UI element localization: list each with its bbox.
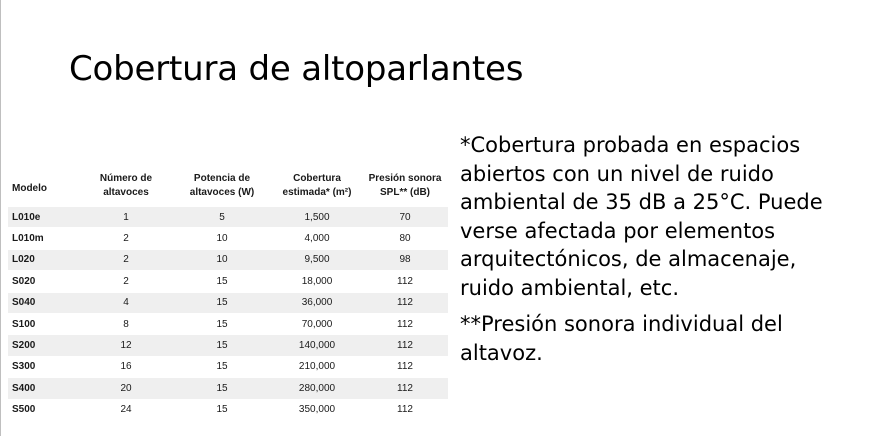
table-row	[8, 207, 448, 228]
cell-power: 10	[172, 228, 272, 249]
cell-spl: 112	[362, 335, 448, 356]
slide-left-border	[0, 0, 1, 436]
cell-spl: 80	[362, 228, 448, 249]
header-line: Número de	[99, 173, 153, 184]
header-modelo	[8, 165, 80, 207]
footnotes	[460, 131, 852, 367]
cell-coverage: 18,000	[272, 271, 362, 292]
cell-coverage: 140,000	[272, 335, 362, 356]
cell-speakers: 4	[80, 292, 172, 313]
table-row	[8, 292, 448, 313]
cell-model: S040	[8, 292, 80, 313]
table-row	[8, 399, 448, 420]
cell-speakers: 24	[80, 399, 172, 420]
cell-power: 15	[172, 356, 272, 377]
cell-power: 5	[172, 207, 272, 228]
cell-spl: 112	[362, 292, 448, 313]
cell-spl: 70	[362, 207, 448, 228]
table-row	[8, 378, 448, 399]
cell-spl: 112	[362, 271, 448, 292]
cell-speakers: 2	[80, 228, 172, 249]
cell-coverage: 9,500	[272, 249, 362, 270]
cell-spl: 112	[362, 399, 448, 420]
table-row	[8, 228, 448, 249]
header-line: estimada* (m²)	[282, 187, 352, 198]
cell-model: S300	[8, 356, 80, 377]
cell-spl: 112	[362, 356, 448, 377]
header-numero-altavoces	[80, 165, 172, 207]
cell-speakers: 2	[80, 271, 172, 292]
cell-power: 15	[172, 292, 272, 313]
speaker-coverage-table	[8, 165, 448, 421]
header-line: Cobertura	[293, 173, 341, 184]
cell-speakers: 20	[80, 378, 172, 399]
cell-speakers: 2	[80, 249, 172, 270]
cell-power: 15	[172, 399, 272, 420]
cell-model: S500	[8, 399, 80, 420]
cell-coverage: 1,500	[272, 207, 362, 228]
header-potencia	[172, 165, 272, 207]
cell-model: L020	[8, 249, 80, 270]
cell-power: 10	[172, 249, 272, 270]
header-line: altavoces (W)	[189, 187, 255, 198]
cell-model: S020	[8, 271, 80, 292]
cell-coverage: 4,000	[272, 228, 362, 249]
cell-coverage: 210,000	[272, 356, 362, 377]
cell-spl: 112	[362, 378, 448, 399]
header-line: Presión sonora	[368, 173, 442, 184]
cell-model: L010e	[8, 207, 80, 228]
table-row	[8, 271, 448, 292]
cell-model: S100	[8, 313, 80, 334]
header-cobertura	[272, 165, 362, 207]
table-row	[8, 249, 448, 270]
cell-power: 15	[172, 335, 272, 356]
cell-power: 15	[172, 271, 272, 292]
cell-model: L010m	[8, 228, 80, 249]
header-line: altavoces	[103, 187, 149, 198]
cell-speakers: 1	[80, 207, 172, 228]
header-presion-sonora	[362, 165, 448, 207]
cell-spl: 112	[362, 313, 448, 334]
cell-model: S200	[8, 335, 80, 356]
cell-speakers: 8	[80, 313, 172, 334]
cell-spl: 98	[362, 249, 448, 270]
header-line: Potencia de	[193, 173, 251, 184]
cell-coverage: 280,000	[272, 378, 362, 399]
cell-power: 15	[172, 313, 272, 334]
cell-coverage: 36,000	[272, 292, 362, 313]
header-line: Modelo	[12, 183, 47, 194]
cell-power: 15	[172, 378, 272, 399]
cell-coverage: 350,000	[272, 399, 362, 420]
table-row	[8, 313, 448, 334]
table-row	[8, 356, 448, 377]
slide-title: Cobertura de altoparlantes	[69, 49, 524, 89]
cell-speakers: 12	[80, 335, 172, 356]
cell-coverage: 70,000	[272, 313, 362, 334]
table-header-row	[8, 165, 448, 207]
cell-model: S400	[8, 378, 80, 399]
cell-speakers: 16	[80, 356, 172, 377]
spl-footnote: **Presión sonora individual del altavoz.	[460, 312, 783, 365]
table-row	[8, 335, 448, 356]
header-line: SPL** (dB)	[380, 187, 430, 198]
coverage-footnote: *Cobertura probada en espacios abiertos con un nivel de ruido ambiental de 35 dB a 25°C. Puede verse afectada por elementos arquitectónicos, de almacenaje, ruido ambiental, etc.	[460, 133, 823, 300]
